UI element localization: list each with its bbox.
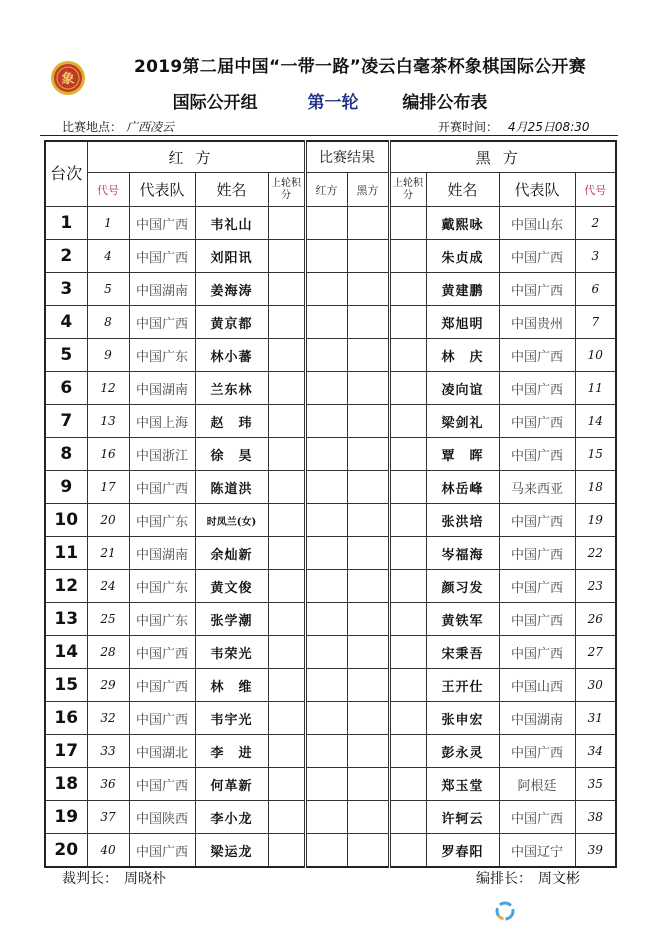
red-team-header: 代表队 <box>129 173 195 207</box>
black-name-cell: 梁剑礼 <box>426 405 499 438</box>
red-code-cell: 12 <box>87 372 129 405</box>
black-prev-points-cell <box>389 669 426 702</box>
red-name-cell: 李小龙 <box>195 801 268 834</box>
black-name-header: 姓名 <box>426 173 499 207</box>
red-name-cell: 张学潮 <box>195 603 268 636</box>
red-result-cell <box>305 240 347 273</box>
black-team-cell: 中国广西 <box>499 603 575 636</box>
red-result-cell <box>305 471 347 504</box>
black-result-cell <box>347 570 389 603</box>
black-name-cell: 郑玉堂 <box>426 768 499 801</box>
red-result-cell <box>305 570 347 603</box>
table-no-cell: 19 <box>45 801 87 834</box>
black-code-cell: 34 <box>575 735 616 768</box>
red-side-header: 红方 <box>87 141 305 173</box>
black-name-cell: 罗春阳 <box>426 834 499 868</box>
red-prev-points-cell <box>268 735 305 768</box>
black-team-cell: 中国广西 <box>499 636 575 669</box>
black-prev-points-cell <box>389 339 426 372</box>
red-code-cell: 20 <box>87 504 129 537</box>
page-title: 2019第二届中国“一带一路”凌云白毫茶杯象棋国际公开赛 <box>133 57 587 77</box>
red-team-cell: 中国湖北 <box>129 735 195 768</box>
black-result-cell <box>347 471 389 504</box>
red-name-cell: 时凤兰(女) <box>195 504 268 537</box>
chief-referee-name: 周晓朴 <box>124 871 166 887</box>
black-team-cell: 中国山东 <box>499 207 575 240</box>
start-time-label: 开赛时间： <box>438 120 499 134</box>
red-team-cell: 中国广东 <box>129 603 195 636</box>
black-name-cell: 凌向谊 <box>426 372 499 405</box>
black-name-cell: 彭永灵 <box>426 735 499 768</box>
black-team-cell: 中国广西 <box>499 801 575 834</box>
red-prev-points-cell <box>268 471 305 504</box>
black-result-cell <box>347 702 389 735</box>
red-code-cell: 17 <box>87 471 129 504</box>
table-no-cell: 1 <box>45 207 87 240</box>
black-prev-points-cell <box>389 273 426 306</box>
table-row <box>45 702 616 735</box>
red-result-cell <box>305 306 347 339</box>
table-no-cell: 5 <box>45 339 87 372</box>
red-code-cell: 25 <box>87 603 129 636</box>
red-team-cell: 中国湖南 <box>129 273 195 306</box>
table-no-cell: 12 <box>45 570 87 603</box>
black-prev-points-cell <box>389 537 426 570</box>
red-team-cell: 中国陕西 <box>129 801 195 834</box>
table-row <box>45 504 616 537</box>
table-row <box>45 273 616 306</box>
black-code-header: 代号 <box>575 173 616 207</box>
red-result-cell <box>305 438 347 471</box>
black-team-cell: 中国湖南 <box>499 702 575 735</box>
red-prev-points-cell <box>268 273 305 306</box>
black-result-cell <box>347 603 389 636</box>
red-team-cell: 中国广西 <box>129 207 195 240</box>
red-name-cell: 韦宇光 <box>195 702 268 735</box>
black-name-cell: 黄铁军 <box>426 603 499 636</box>
red-code-cell: 8 <box>87 306 129 339</box>
black-name-cell: 林 庆 <box>426 339 499 372</box>
black-team-cell: 中国广西 <box>499 240 575 273</box>
scheduler <box>476 868 580 888</box>
table-row <box>45 636 616 669</box>
black-code-cell: 35 <box>575 768 616 801</box>
red-code-cell: 28 <box>87 636 129 669</box>
red-prev-points-header: 上轮积分 <box>268 173 305 207</box>
red-name-cell: 韦荣光 <box>195 636 268 669</box>
black-result-cell <box>347 768 389 801</box>
table-no-cell: 2 <box>45 240 87 273</box>
black-result-cell <box>347 801 389 834</box>
red-name-cell: 兰东林 <box>195 372 268 405</box>
table-row <box>45 735 616 768</box>
black-prev-points-cell <box>389 471 426 504</box>
pairing-table <box>44 140 617 868</box>
red-prev-points-cell <box>268 669 305 702</box>
black-name-cell: 许轲云 <box>426 801 499 834</box>
logo-text: 象 <box>61 72 75 87</box>
red-name-cell: 余灿新 <box>195 537 268 570</box>
table-no-cell: 20 <box>45 834 87 868</box>
table-row <box>45 405 616 438</box>
red-result-cell <box>305 702 347 735</box>
group-name: 国际公开组 <box>172 93 258 113</box>
red-name-cell: 韦礼山 <box>195 207 268 240</box>
red-code-header: 代号 <box>87 173 129 207</box>
black-result-header: 黑方 <box>347 173 389 207</box>
table-no-cell: 11 <box>45 537 87 570</box>
venue-value: 广西凌云 <box>126 120 175 134</box>
table-row <box>45 537 616 570</box>
black-result-cell <box>347 834 389 868</box>
red-prev-points-cell <box>268 405 305 438</box>
red-result-cell <box>305 768 347 801</box>
table-no-cell: 13 <box>45 603 87 636</box>
red-team-cell: 中国广西 <box>129 669 195 702</box>
red-result-cell <box>305 603 347 636</box>
red-name-cell: 黄京都 <box>195 306 268 339</box>
black-code-cell: 22 <box>575 537 616 570</box>
red-team-cell: 中国广东 <box>129 504 195 537</box>
red-team-cell: 中国广西 <box>129 240 195 273</box>
red-prev-points-cell <box>268 207 305 240</box>
black-name-cell: 黄建鹏 <box>426 273 499 306</box>
red-prev-points-cell <box>268 834 305 868</box>
black-prev-points-cell <box>389 240 426 273</box>
red-code-cell: 32 <box>87 702 129 735</box>
black-code-cell: 39 <box>575 834 616 868</box>
table-no-cell: 17 <box>45 735 87 768</box>
table-row <box>45 240 616 273</box>
black-code-cell: 31 <box>575 702 616 735</box>
red-code-cell: 24 <box>87 570 129 603</box>
table-row <box>45 801 616 834</box>
table-row <box>45 669 616 702</box>
black-result-cell <box>347 372 389 405</box>
black-name-cell: 岑福海 <box>426 537 499 570</box>
black-team-cell: 中国广西 <box>499 405 575 438</box>
red-prev-points-cell <box>268 570 305 603</box>
red-team-cell: 中国广西 <box>129 471 195 504</box>
black-code-cell: 10 <box>575 339 616 372</box>
black-prev-points-cell <box>389 768 426 801</box>
black-code-cell: 15 <box>575 438 616 471</box>
red-prev-points-cell <box>268 240 305 273</box>
red-result-header: 红方 <box>305 173 347 207</box>
red-code-cell: 4 <box>87 240 129 273</box>
red-name-cell: 赵 玮 <box>195 405 268 438</box>
black-prev-points-cell <box>389 801 426 834</box>
table-row <box>45 834 616 868</box>
black-team-cell: 中国广西 <box>499 735 575 768</box>
black-result-cell <box>347 306 389 339</box>
red-team-cell: 中国广西 <box>129 636 195 669</box>
black-prev-points-cell <box>389 504 426 537</box>
red-result-cell <box>305 636 347 669</box>
black-prev-points-cell <box>389 438 426 471</box>
table-row <box>45 471 616 504</box>
table-no-cell: 14 <box>45 636 87 669</box>
table-row <box>45 339 616 372</box>
black-name-cell: 朱贞成 <box>426 240 499 273</box>
table-row <box>45 768 616 801</box>
red-team-cell: 中国湖南 <box>129 537 195 570</box>
table-row <box>45 207 616 240</box>
table-no-cell: 7 <box>45 405 87 438</box>
black-prev-points-cell <box>389 207 426 240</box>
black-prev-points-cell <box>389 636 426 669</box>
black-team-cell: 中国广西 <box>499 570 575 603</box>
black-prev-points-cell <box>389 735 426 768</box>
red-result-cell <box>305 504 347 537</box>
red-result-cell <box>305 735 347 768</box>
table-no-cell: 15 <box>45 669 87 702</box>
red-prev-points-cell <box>268 372 305 405</box>
black-prev-points-cell <box>389 603 426 636</box>
black-code-cell: 2 <box>575 207 616 240</box>
black-result-cell <box>347 207 389 240</box>
red-code-cell: 36 <box>87 768 129 801</box>
red-team-cell: 中国广东 <box>129 570 195 603</box>
black-name-cell: 宋秉吾 <box>426 636 499 669</box>
black-code-cell: 11 <box>575 372 616 405</box>
red-prev-points-cell <box>268 768 305 801</box>
table-no-cell: 3 <box>45 273 87 306</box>
black-team-cell: 中国广西 <box>499 273 575 306</box>
red-code-cell: 1 <box>87 207 129 240</box>
red-result-cell <box>305 537 347 570</box>
red-prev-points-cell <box>268 702 305 735</box>
scheduler-label: 编排长： <box>476 871 532 887</box>
black-team-cell: 中国山西 <box>499 669 575 702</box>
pairing-rows <box>45 207 616 868</box>
table-row <box>45 372 616 405</box>
red-code-cell: 37 <box>87 801 129 834</box>
red-team-cell: 中国上海 <box>129 405 195 438</box>
black-team-cell: 中国广西 <box>499 537 575 570</box>
black-team-cell: 中国广西 <box>499 504 575 537</box>
black-result-cell <box>347 504 389 537</box>
red-result-cell <box>305 834 347 868</box>
red-team-cell: 中国广西 <box>129 768 195 801</box>
black-code-cell: 19 <box>575 504 616 537</box>
red-code-cell: 5 <box>87 273 129 306</box>
red-code-cell: 29 <box>87 669 129 702</box>
black-name-cell: 覃 晖 <box>426 438 499 471</box>
red-code-cell: 9 <box>87 339 129 372</box>
start-time-value: 4月25日08:30 <box>508 120 590 134</box>
red-name-cell: 梁运龙 <box>195 834 268 868</box>
red-prev-points-cell <box>268 504 305 537</box>
table-no-cell: 18 <box>45 768 87 801</box>
scheduler-name: 周文彬 <box>538 871 580 887</box>
red-name-cell: 林小蕃 <box>195 339 268 372</box>
black-team-cell: 中国贵州 <box>499 306 575 339</box>
black-code-cell: 14 <box>575 405 616 438</box>
black-prev-points-cell <box>389 834 426 868</box>
red-name-cell: 黄文俊 <box>195 570 268 603</box>
start-time-info <box>438 118 590 135</box>
black-code-cell: 7 <box>575 306 616 339</box>
black-result-cell <box>347 669 389 702</box>
red-team-cell: 中国广东 <box>129 339 195 372</box>
red-name-cell: 林 维 <box>195 669 268 702</box>
table-row <box>45 603 616 636</box>
table-no-header: 台次 <box>45 141 87 207</box>
red-result-cell <box>305 273 347 306</box>
black-side-header: 黑方 <box>389 141 616 173</box>
red-team-cell: 中国广西 <box>129 702 195 735</box>
black-name-cell: 林岳峰 <box>426 471 499 504</box>
black-code-cell: 26 <box>575 603 616 636</box>
chief-referee-label: 裁判长： <box>62 871 118 887</box>
table-no-cell: 6 <box>45 372 87 405</box>
black-team-cell: 中国辽宁 <box>499 834 575 868</box>
red-prev-points-cell <box>268 339 305 372</box>
red-code-cell: 40 <box>87 834 129 868</box>
black-result-cell <box>347 405 389 438</box>
black-team-cell: 中国广西 <box>499 339 575 372</box>
black-prev-points-cell <box>389 405 426 438</box>
red-name-cell: 李 进 <box>195 735 268 768</box>
black-name-cell: 郑旭明 <box>426 306 499 339</box>
black-prev-points-cell <box>389 702 426 735</box>
black-team-cell: 中国广西 <box>499 438 575 471</box>
table-no-cell: 8 <box>45 438 87 471</box>
red-result-cell <box>305 372 347 405</box>
red-prev-points-cell <box>268 537 305 570</box>
venue-label: 比赛地点： <box>62 120 123 134</box>
watermark-logo-icon <box>494 900 516 922</box>
red-name-cell: 刘阳讯 <box>195 240 268 273</box>
document-type: 编排公布表 <box>402 93 488 113</box>
red-prev-points-cell <box>268 438 305 471</box>
black-code-cell: 6 <box>575 273 616 306</box>
red-name-cell: 陈道洪 <box>195 471 268 504</box>
black-result-cell <box>347 636 389 669</box>
chief-referee <box>62 868 166 888</box>
black-code-cell: 18 <box>575 471 616 504</box>
red-team-cell: 中国湖南 <box>129 372 195 405</box>
table-row <box>45 306 616 339</box>
red-result-cell <box>305 339 347 372</box>
black-prev-points-cell <box>389 306 426 339</box>
black-prev-points-cell <box>389 372 426 405</box>
table-no-cell: 4 <box>45 306 87 339</box>
red-result-cell <box>305 669 347 702</box>
black-team-cell: 马来西亚 <box>499 471 575 504</box>
table-row <box>45 438 616 471</box>
red-name-cell: 徐 昊 <box>195 438 268 471</box>
red-team-cell: 中国广西 <box>129 306 195 339</box>
red-prev-points-cell <box>268 603 305 636</box>
red-team-cell: 中国浙江 <box>129 438 195 471</box>
black-team-header: 代表队 <box>499 173 575 207</box>
black-code-cell: 3 <box>575 240 616 273</box>
black-name-cell: 张洪培 <box>426 504 499 537</box>
black-result-cell <box>347 735 389 768</box>
black-team-cell: 阿根廷 <box>499 768 575 801</box>
subtitle <box>0 88 660 113</box>
red-name-header: 姓名 <box>195 173 268 207</box>
venue-info <box>62 118 174 135</box>
black-code-cell: 30 <box>575 669 616 702</box>
black-code-cell: 27 <box>575 636 616 669</box>
round-name: 第一轮 <box>307 93 359 113</box>
table-no-cell: 10 <box>45 504 87 537</box>
red-result-cell <box>305 405 347 438</box>
black-result-cell <box>347 273 389 306</box>
red-code-cell: 33 <box>87 735 129 768</box>
table-no-cell: 16 <box>45 702 87 735</box>
header-divider <box>40 135 618 136</box>
black-name-cell: 王开仕 <box>426 669 499 702</box>
red-team-cell: 中国广西 <box>129 834 195 868</box>
black-name-cell: 戴熙咏 <box>426 207 499 240</box>
red-prev-points-cell <box>268 801 305 834</box>
red-code-cell: 21 <box>87 537 129 570</box>
black-code-cell: 38 <box>575 801 616 834</box>
black-result-cell <box>347 339 389 372</box>
black-prev-points-cell <box>389 570 426 603</box>
black-name-cell: 张申宏 <box>426 702 499 735</box>
red-prev-points-cell <box>268 306 305 339</box>
red-code-cell: 16 <box>87 438 129 471</box>
red-result-cell <box>305 207 347 240</box>
table-row <box>45 570 616 603</box>
red-prev-points-cell <box>268 636 305 669</box>
red-name-cell: 何革新 <box>195 768 268 801</box>
black-result-cell <box>347 240 389 273</box>
table-no-cell: 9 <box>45 471 87 504</box>
black-name-cell: 颜习发 <box>426 570 499 603</box>
red-result-cell <box>305 801 347 834</box>
black-team-cell: 中国广西 <box>499 372 575 405</box>
black-code-cell: 23 <box>575 570 616 603</box>
results-header: 比赛结果 <box>305 141 389 173</box>
red-code-cell: 13 <box>87 405 129 438</box>
black-prev-points-header: 上轮积分 <box>389 173 426 207</box>
black-result-cell <box>347 537 389 570</box>
black-result-cell <box>347 438 389 471</box>
red-name-cell: 姜海涛 <box>195 273 268 306</box>
